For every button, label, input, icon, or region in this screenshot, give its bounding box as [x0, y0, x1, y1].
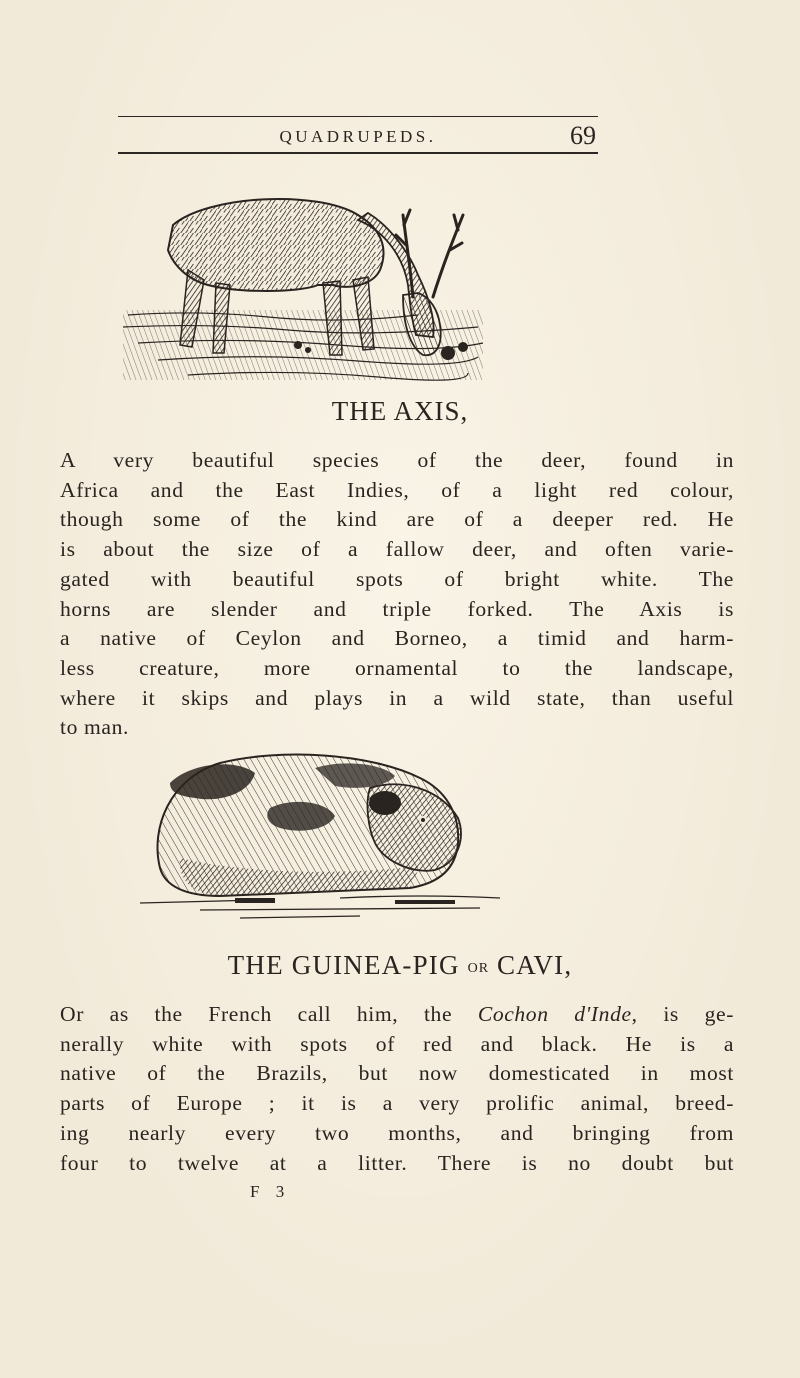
- text-line: gated with beautiful spots of bright white. The: [60, 566, 734, 591]
- french-name: Cochon d'Inde: [477, 1002, 632, 1026]
- first-line-before: Or as the French call him, the: [60, 1002, 478, 1026]
- axis-paragraph: [60, 446, 734, 743]
- text-line: though some of the kind are of a deeper red. He: [60, 507, 734, 532]
- text-line: A very beautiful species of the deer, found in: [60, 448, 734, 472]
- text-line: native of the Brazils, but now domesticated in most: [60, 1061, 734, 1086]
- section-heading-guinea-pig: [0, 950, 800, 981]
- text-line: nerally white with spots of red and black. He is a: [60, 1031, 734, 1056]
- text-line: horns are slender and triple forked. The Axis is: [60, 596, 734, 621]
- heading-connector: OR: [467, 961, 490, 976]
- text-line: where it skips and plays in a wild state, than useful: [60, 685, 734, 710]
- guinea-pig-paragraph: [60, 1000, 734, 1178]
- text-line: ing nearly every two months, and bringing from: [60, 1120, 734, 1145]
- heading-main: THE GUINEA-PIG: [227, 950, 460, 980]
- text-line: to man.: [60, 715, 129, 740]
- guinea-pig-woodcut-icon: [140, 748, 500, 930]
- header-rule-bottom: [118, 152, 598, 154]
- text-line: Africa and the East Indies, of a light red colour,: [60, 477, 734, 502]
- text-line: less creature, more ornamental to the landscape,: [60, 655, 734, 680]
- text-line: four to twelve at a litter. There is no doubt but: [60, 1150, 734, 1175]
- running-title: QUADRUPEDS.: [279, 127, 437, 146]
- page-number: 69: [570, 121, 596, 150]
- text-line-first: [60, 1000, 734, 1030]
- first-line-after: , is ge-: [631, 1002, 734, 1026]
- text-line: a native of Ceylon and Borneo, a timid and harm-: [60, 626, 734, 651]
- header-rule-top: [118, 116, 598, 117]
- text-line: is about the size of a fallow deer, and often varie-: [60, 537, 734, 562]
- running-head: [118, 121, 598, 155]
- section-heading-axis: THE AXIS,: [331, 396, 469, 426]
- signature-mark: F 3: [250, 1182, 291, 1201]
- heading-alt: CAVI,: [497, 950, 573, 980]
- text-line: parts of Europe ; it is a very prolific animal, breed-: [60, 1091, 734, 1116]
- deer-woodcut-icon: [118, 185, 488, 390]
